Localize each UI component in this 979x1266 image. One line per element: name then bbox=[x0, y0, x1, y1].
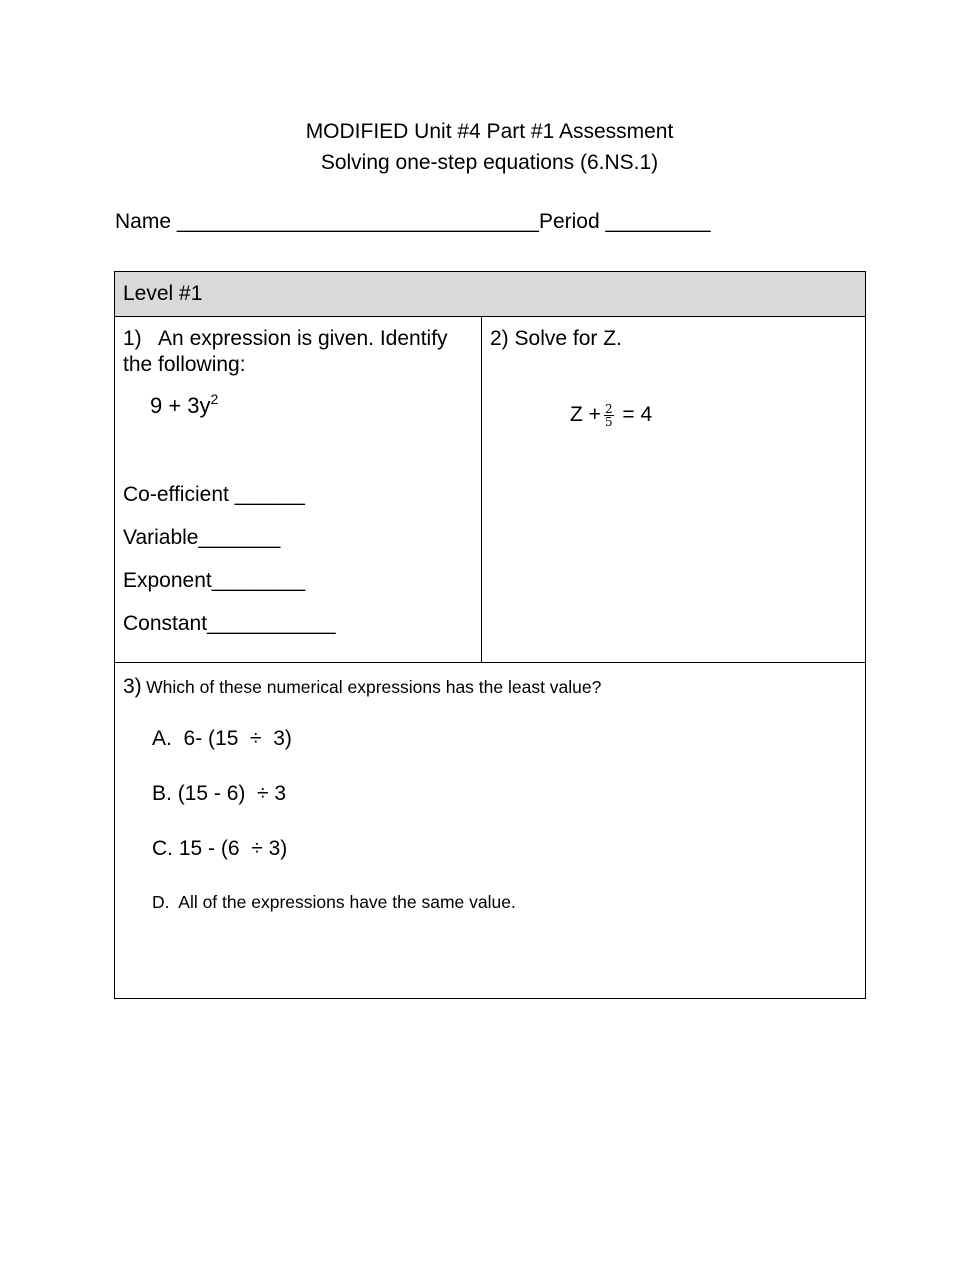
field-label: Co-efficient bbox=[123, 483, 229, 506]
field-blank[interactable]: _______ bbox=[198, 526, 281, 549]
question-2-cell bbox=[482, 317, 866, 663]
q1-field-exponent[interactable] bbox=[123, 569, 305, 593]
q1-expression-exponent: 2 bbox=[210, 391, 219, 407]
question-3-cell bbox=[115, 663, 866, 999]
option-letter: A. bbox=[152, 727, 172, 750]
page-title: MODIFIED Unit #4 Part #1 Assessment bbox=[305, 120, 674, 143]
q2-prompt: 2) Solve for Z. bbox=[490, 327, 622, 350]
page-subtitle: Solving one-step equations (6.NS.1) bbox=[320, 151, 659, 174]
q1-field-coefficient[interactable] bbox=[123, 483, 305, 507]
q2-fraction-denominator: 5 bbox=[604, 415, 613, 429]
q1-prompt-text: An expression is given. Identify bbox=[158, 327, 448, 350]
student-info-line bbox=[115, 207, 711, 237]
q2-fraction bbox=[604, 403, 614, 428]
level-label: Level #1 bbox=[123, 282, 203, 305]
option-text: (15 - 6) ÷ 3 bbox=[177, 782, 287, 805]
q1-field-variable[interactable] bbox=[123, 526, 280, 550]
field-blank[interactable]: ______ bbox=[234, 483, 305, 506]
q1-field-constant[interactable] bbox=[123, 612, 336, 636]
q1-expression-base: 9 + 3y bbox=[150, 393, 211, 418]
q3-prompt-line bbox=[123, 675, 601, 699]
q2-equation-right: = 4 bbox=[622, 403, 653, 427]
name-blank[interactable]: _______________________________ bbox=[176, 210, 539, 233]
field-label: Constant bbox=[123, 612, 208, 635]
header bbox=[0, 116, 979, 178]
q3-option-a[interactable] bbox=[152, 727, 292, 751]
level-header bbox=[115, 272, 866, 317]
q3-option-b[interactable] bbox=[152, 782, 286, 806]
field-blank[interactable]: ___________ bbox=[207, 612, 336, 635]
assessment-table bbox=[114, 271, 866, 999]
q3-option-d[interactable] bbox=[152, 892, 516, 913]
q3-prompt: Which of these numerical expressions has the least value? bbox=[146, 677, 602, 697]
option-text: All of the expressions have the same value. bbox=[178, 892, 516, 912]
q1-prompt-line1 bbox=[123, 327, 448, 351]
option-text: 6- (15 ÷ 3) bbox=[183, 727, 292, 750]
option-text: 15 - (6 ÷ 3) bbox=[178, 837, 288, 860]
q2-fraction-numerator: 2 bbox=[604, 402, 613, 416]
q2-equation bbox=[570, 403, 652, 428]
q1-expression bbox=[150, 393, 218, 419]
name-label: Name bbox=[115, 210, 172, 233]
q2-equation-left: Z + bbox=[570, 403, 601, 427]
q3-number: 3) bbox=[123, 675, 142, 698]
field-label: Variable bbox=[123, 526, 199, 549]
option-letter: D. bbox=[152, 892, 170, 912]
question-1-cell bbox=[115, 317, 482, 663]
period-blank[interactable]: _________ bbox=[605, 210, 711, 233]
q1-number: 1) bbox=[123, 327, 142, 350]
option-letter: B. bbox=[152, 782, 172, 805]
q1-prompt-line2: the following: bbox=[123, 353, 246, 376]
option-letter: C. bbox=[152, 837, 173, 860]
period-label: Period bbox=[538, 210, 600, 233]
field-blank[interactable]: ________ bbox=[211, 569, 306, 592]
q3-option-c[interactable] bbox=[152, 837, 287, 861]
field-label: Exponent bbox=[123, 569, 212, 592]
